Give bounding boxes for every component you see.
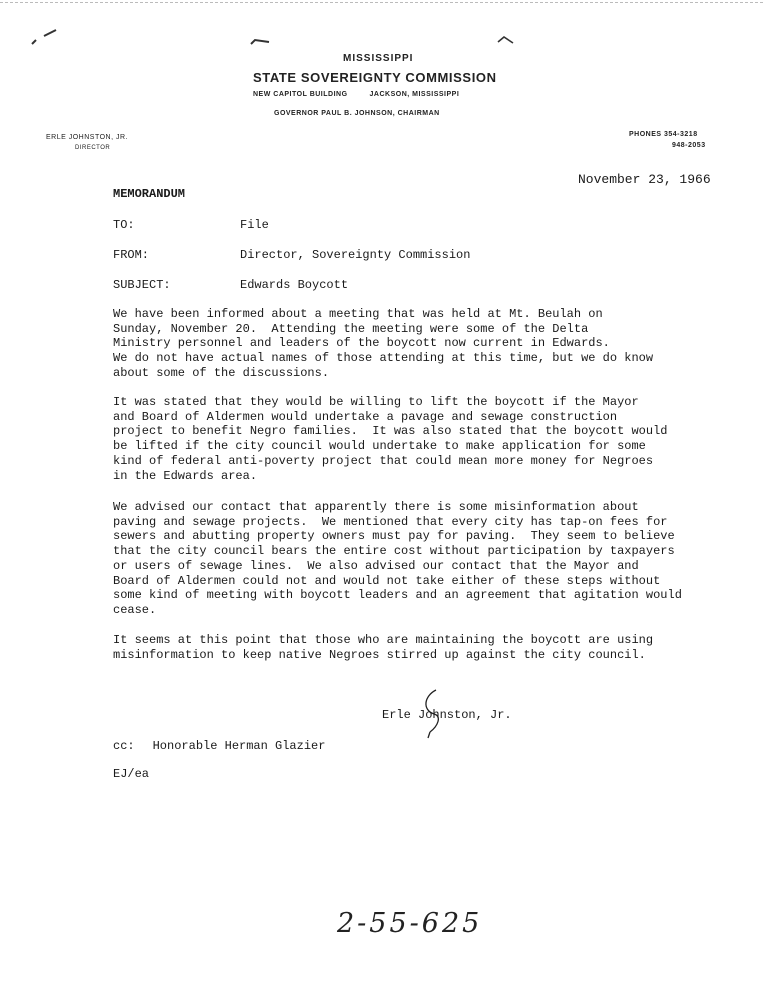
body-paragraph-3: We advised our contact that apparently there is some misinformation about paving and sewage projects. We mentioned that every city has tap-on fees for sewers and abutting property owners must pay for paving. They seem to believe that the city council bears the entire cost without participation by taxpayers or users of sewage lines. We also advised our contact that the Mayor and Board of Aldermen could not and would not take either of these steps without some kind of meeting with boycott leaders and an agreement that agitation would cease.: [113, 500, 682, 617]
body-paragraph-4: It seems at this point that those who are maintaining the boycott are using misinformation to keep native Negroes stirred up against the city council.: [113, 633, 654, 662]
cc-line: [113, 739, 325, 753]
subject-value: Edwards Boycott: [240, 278, 349, 292]
cc-label: cc:: [113, 739, 135, 753]
to-value: File: [240, 218, 269, 232]
to-label: TO:: [113, 218, 135, 232]
letterhead-city: JACKSON, MISSISSIPPI: [369, 91, 460, 98]
from-value: Director, Sovereignty Commission: [240, 248, 471, 262]
stray-mark-icon: [30, 26, 60, 48]
top-edge-rule: [0, 2, 763, 3]
typist-initials: EJ/ea: [113, 767, 150, 781]
signature-name: Erle Johnston, Jr.: [382, 708, 512, 722]
letterhead-director-name: ERLE JOHNSTON, JR.: [46, 134, 128, 141]
letterhead-agency: STATE SOVEREIGNTY COMMISSION: [253, 70, 497, 85]
letterhead-building: NEW CAPITOL BUILDING: [253, 91, 348, 98]
stray-mark-icon: [496, 34, 516, 46]
body-paragraph-1: We have been informed about a meeting that was held at Mt. Beulah on Sunday, November 20. Attending the meeting were some of the Delta Ministry personnel and leaders of the boycott now current in Edwards. We do not have actual names of those attending at this time, but we do know about some of the discussions.: [113, 307, 654, 380]
from-label: FROM:: [113, 248, 150, 262]
body-paragraph-2: It was stated that they would be willing to lift the boycott if the Mayor and Board of Aldermen would undertake a pavage and sewage construction project to benefit Negro families. It was also stated that the boycott would be lifted if the city council would undertake to make application for some kind of federal anti-poverty project that could mean more money for Negroes in the Edwards area.: [113, 395, 668, 483]
stray-mark-icon: [249, 36, 273, 48]
handwritten-file-number: 2-55-625: [337, 908, 483, 939]
letterhead-governor: GOVERNOR PAUL B. JOHNSON, CHAIRMAN: [274, 110, 440, 117]
cc-recipient: Honorable Herman Glazier: [152, 739, 326, 753]
letterhead-phone-2: 948-2053: [672, 142, 706, 149]
letterhead-state: MISSISSIPPI: [343, 53, 414, 64]
subject-label: SUBJECT:: [113, 278, 171, 292]
memo-date: November 23, 1966: [578, 172, 711, 187]
letterhead-phone-1: PHONES 354-3218: [629, 131, 698, 138]
letterhead-address: [253, 91, 459, 98]
letterhead-director-title: DIRECTOR: [75, 145, 111, 151]
memo-heading: MEMORANDUM: [113, 187, 186, 201]
